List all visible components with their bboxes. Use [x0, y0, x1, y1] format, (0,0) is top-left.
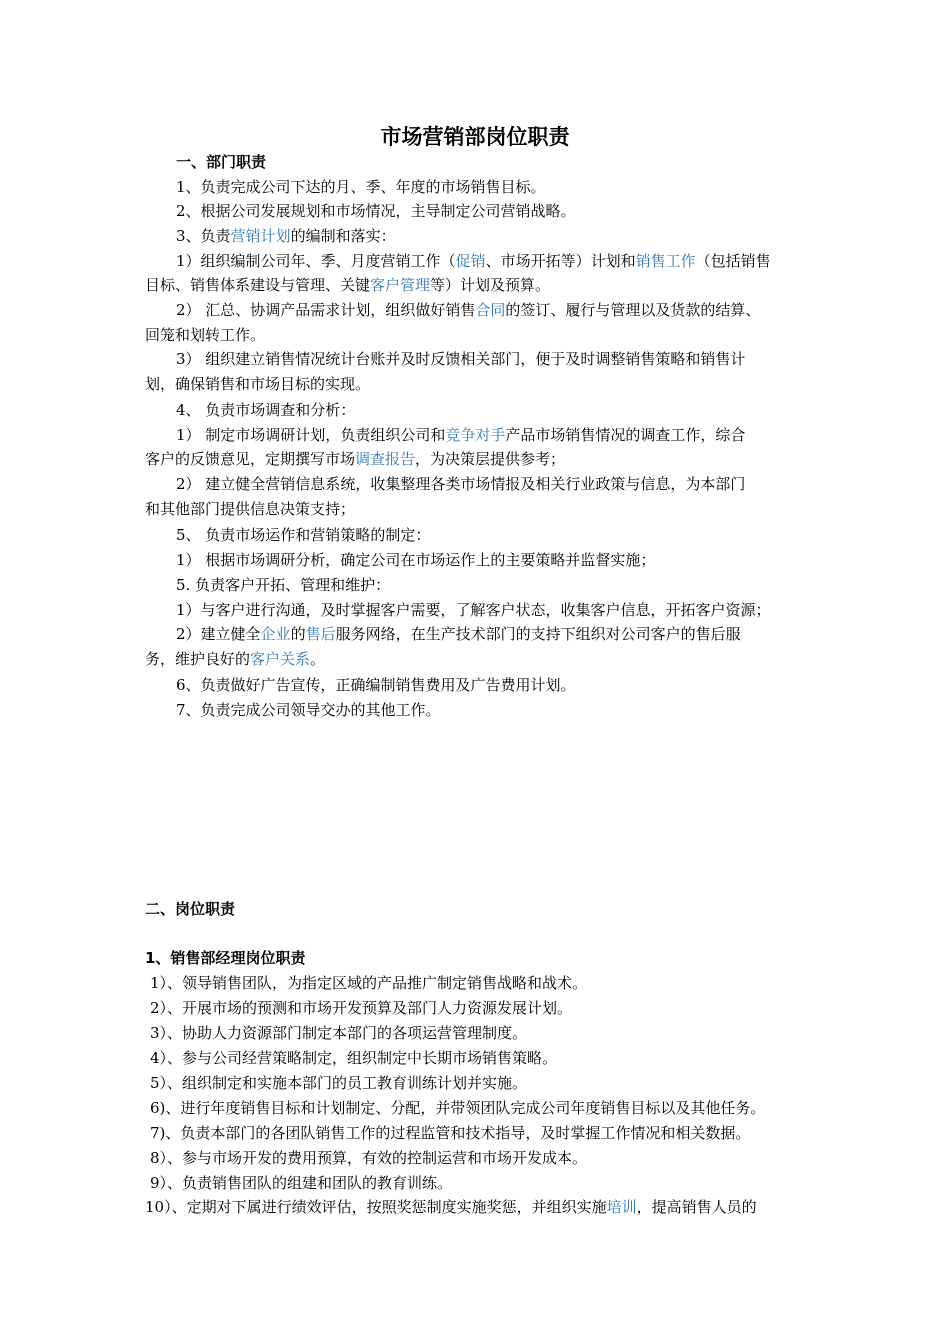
paragraph-item7: 7、负责完成公司领导交办的其他工作。	[176, 701, 441, 719]
text: 的	[290, 625, 306, 643]
section2-heading: 二、岗位职责	[145, 900, 236, 918]
paragraph-item5b-2	[176, 622, 741, 646]
text: （包括销售	[695, 252, 771, 270]
duty-item: 5）、组织制定和实施本部门的员工教育训练计划并实施。	[150, 1074, 528, 1092]
paragraph-item5b-2-cont	[145, 647, 325, 671]
paragraph-item4-2: 2） 建立健全营销信息系统，收集整理各类市场情报及相关行业政策与信息，为本部门	[176, 475, 746, 493]
link-marketing-plan[interactable]: 营销计划	[230, 227, 291, 245]
paragraph-item5: 5、 负责市场运作和营销策略的制定：	[176, 526, 431, 544]
paragraph-item4-2-cont: 和其他部门提供信息决策支持；	[145, 500, 356, 518]
paragraph-item3-1	[176, 249, 771, 273]
paragraph-item4-1	[176, 423, 745, 447]
link-competitor[interactable]: 竞争对手	[445, 426, 506, 444]
link-sales-work[interactable]: 销售工作	[635, 252, 696, 270]
text: 2）建立健全	[176, 625, 261, 643]
duty-item: 9）、负责销售团队的组建和团队的教育训练。	[150, 1174, 453, 1192]
paragraph-item5b-1: 1）与客户进行沟通，及时掌握客户需要，了解客户状态，收集客户信息，开拓客户资源；	[176, 601, 771, 619]
link-customer-relations[interactable]: 客户关系	[250, 650, 311, 668]
duty-item: 4）、参与公司经营策略制定，组织制定中长期市场销售策略。	[150, 1049, 558, 1067]
text: 10）、定期对下属进行绩效评估，按照奖惩制度实施奖惩，并组织实施	[145, 1198, 607, 1216]
paragraph-item5b: 5. 负责客户开拓、管理和维护：	[176, 576, 391, 594]
text: ，提高销售人员的	[636, 1198, 757, 1216]
link-survey-report[interactable]: 调查报告	[355, 450, 416, 468]
link-after-sales[interactable]: 售后	[305, 625, 336, 643]
duty-item: 6)、进行年度销售目标和计划制定、分配，并带领团队完成公司年度销售目标以及其他任务。	[150, 1099, 766, 1117]
duty-item: 3）、协助人力资源部门制定本部门的各项运营管理制度。	[150, 1024, 528, 1042]
text: 目标、销售体系建设与管理、关键	[145, 276, 371, 294]
text: 3、负责	[176, 227, 231, 245]
text: 服务网络，在生产技术部门的支持下组织对公司客户的售后服	[335, 625, 741, 643]
text: 、市场开拓等）计划和	[485, 252, 636, 270]
text: ，为决策层提供参考；	[415, 450, 566, 468]
paragraph-item3-2	[176, 298, 760, 322]
link-enterprise[interactable]: 企业	[260, 625, 291, 643]
paragraph-item1: 1、负责完成公司下达的月、季、年度的市场销售目标。	[176, 178, 546, 196]
duty-item: 8）、参与市场开发的费用预算，有效的控制运营和市场开发成本。	[150, 1149, 588, 1167]
text: 1）组织编制公司年、季、月度营销工作（	[176, 252, 456, 270]
duty-item: 7)、负责本部门的各团队销售工作的过程监管和技术指导，及时掌握工作情况和相关数据。	[150, 1124, 751, 1142]
link-customer-management[interactable]: 客户管理	[370, 276, 431, 294]
text: 产品市场销售情况的调查工作，综合	[505, 426, 746, 444]
text: 1） 制定市场调研计划，负责组织公司和	[176, 426, 446, 444]
paragraph-item2: 2、根据公司发展规划和市场情况，主导制定公司营销战略。	[176, 202, 576, 220]
text: 务，维护良好的	[145, 650, 251, 668]
paragraph-item3-2-cont: 回笼和划转工作。	[145, 326, 266, 344]
text: 等）计划及预算。	[430, 276, 551, 294]
link-training[interactable]: 培训	[606, 1198, 637, 1216]
paragraph-item3-3: 3） 组织建立销售情况统计台账并及时反馈相关部门，便于及时调整销售策略和销售计	[176, 350, 746, 368]
text: 客户的反馈意见，定期撰写市场	[145, 450, 356, 468]
duty-item: 1）、领导销售团队，为指定区域的产品推广制定销售战略和战术。	[150, 974, 588, 992]
paragraph-item3-1-cont	[145, 273, 550, 297]
text: 。	[310, 650, 326, 668]
paragraph-item5-1: 1） 根据市场调研分析，确定公司在市场运作上的主要策略并监督实施；	[176, 551, 656, 569]
paragraph-item6: 6、负责做好广告宣传，正确编制销售费用及广告费用计划。	[176, 676, 576, 694]
duty-item	[145, 1195, 757, 1219]
text: 的签订、履行与管理以及货款的结算、	[505, 301, 761, 319]
paragraph-item3-3-cont: 划，确保销售和市场目标的实现。	[145, 375, 371, 393]
page-title: 市场营销部岗位职责	[380, 125, 570, 149]
paragraph-item4: 4、 负责市场调查和分析：	[176, 401, 356, 419]
text: 2） 汇总、协调产品需求计划，组织做好销售	[176, 301, 476, 319]
paragraph-item4-1-cont	[145, 447, 565, 471]
link-promotion[interactable]: 促销	[455, 252, 486, 270]
paragraph-item3	[176, 224, 396, 248]
link-contract[interactable]: 合同	[475, 301, 506, 319]
subsection1-heading: 1、销售部经理岗位职责	[145, 949, 306, 967]
duty-item: 2）、开展市场的预测和市场开发预算及部门人力资源发展计划。	[150, 999, 573, 1017]
text: 的编制和落实：	[290, 227, 396, 245]
section1-heading: 一、部门职责	[176, 153, 267, 171]
